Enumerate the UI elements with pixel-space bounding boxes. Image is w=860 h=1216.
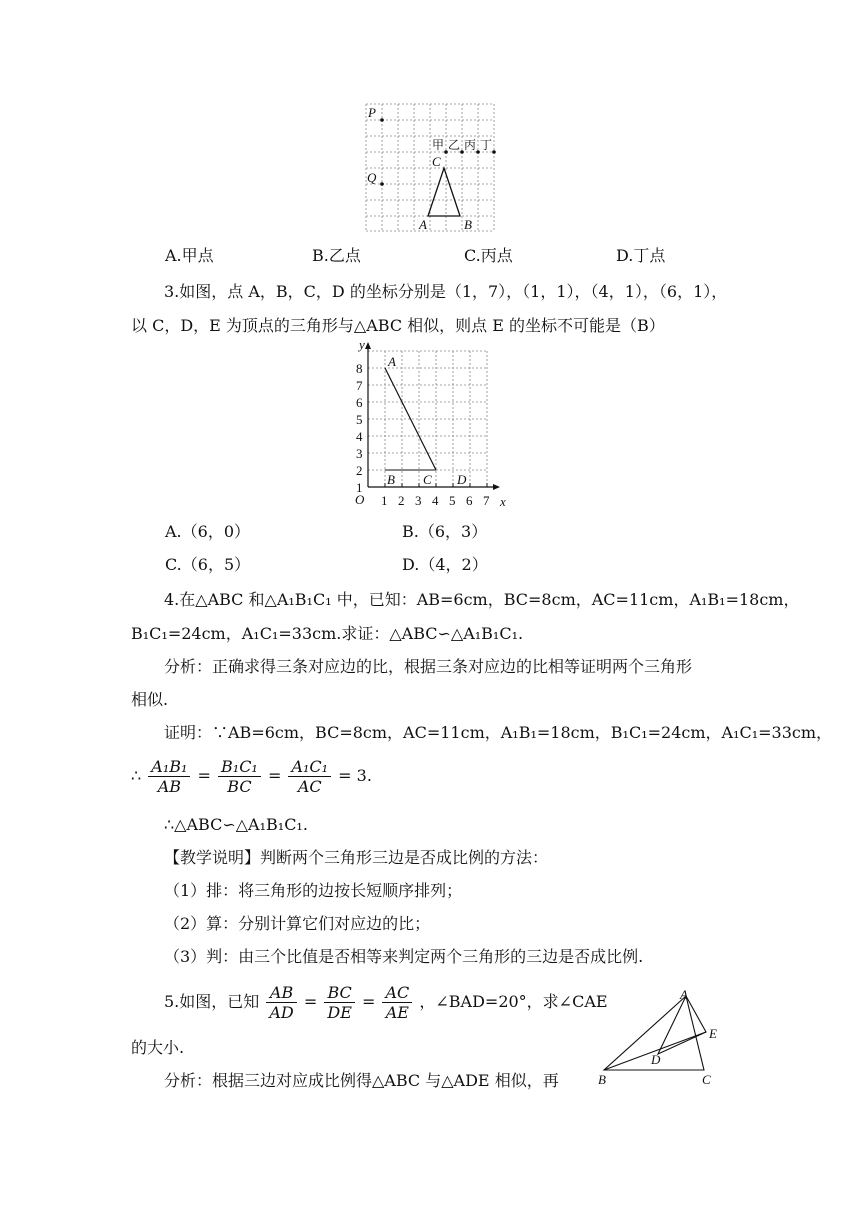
ratio-bc-de: $\frac{BC}{DE}$ bbox=[324, 983, 355, 1022]
q5-analysis: 分析：根据三边对应成比例得△ABC 与△ADE 相似，再 bbox=[164, 1071, 559, 1090]
triangle-abc bbox=[428, 168, 460, 216]
q3-option-b: B.（6，3） bbox=[402, 522, 488, 541]
q3-line1: 3.如图，点 A，B，C，D 的坐标分别是（1，7），（1，1），（4，1），（6，1）， bbox=[164, 282, 728, 301]
teaching-step-1: （1）排：将三角形的边按长短顺序排列； bbox=[164, 881, 463, 900]
ratio-ab-ad: $\frac{AB}{AD}$ bbox=[266, 983, 296, 1022]
y-axis-label: y bbox=[359, 340, 365, 352]
q5-line2: 的大小. bbox=[131, 1038, 185, 1057]
ratio-b1c1-bc: $\frac{\text{B₁C₁}}{BC}$ bbox=[218, 757, 261, 796]
x-tick: 6 bbox=[466, 493, 473, 508]
label-c: C bbox=[432, 154, 441, 169]
point-jia: 甲 bbox=[432, 138, 445, 152]
y-tick: 6 bbox=[356, 395, 363, 410]
x-axis-label: x bbox=[500, 494, 506, 509]
label-b: B bbox=[598, 1072, 606, 1087]
y-tick: 7 bbox=[356, 378, 363, 393]
q4-conclusion: ∴△ABC∽△A₁B₁C₁. bbox=[164, 815, 308, 834]
y-tick: 8 bbox=[356, 361, 363, 376]
label-c: C bbox=[702, 1072, 711, 1087]
point-bing: 丙 bbox=[464, 138, 477, 152]
option-d: D.丁点 bbox=[616, 246, 666, 265]
point-ding: 丁 bbox=[480, 138, 493, 152]
x-tick: 3 bbox=[415, 493, 422, 508]
x-tick: 4 bbox=[432, 493, 439, 508]
y-tick: 4 bbox=[356, 429, 363, 444]
label-q: Q bbox=[367, 170, 377, 185]
label-a: A bbox=[419, 217, 427, 232]
label-b: B bbox=[464, 217, 472, 232]
q3-option-d: D.（4，2） bbox=[402, 555, 488, 574]
origin-label: O bbox=[355, 492, 365, 507]
label-e: E bbox=[709, 1026, 717, 1041]
y-tick: 2 bbox=[356, 463, 363, 478]
y-tick: 5 bbox=[356, 412, 363, 427]
x-tick: 5 bbox=[449, 493, 456, 508]
x-tick: 7 bbox=[483, 493, 490, 508]
label-c: C bbox=[423, 472, 432, 487]
grid-figure-1 bbox=[362, 100, 500, 234]
x-tick: 2 bbox=[398, 493, 405, 508]
teaching-title: 【教学说明】判断两个三角形三边是否成比例的方法： bbox=[164, 848, 549, 867]
option-a: A.甲点 bbox=[165, 246, 214, 265]
y-tick: 3 bbox=[356, 446, 363, 461]
coordinate-figure bbox=[350, 340, 510, 512]
ratio-a1c1-ac: $\frac{\text{A₁C₁}}{AC}$ bbox=[288, 757, 331, 796]
q5-line1: 5.如图，已知 $\frac{AB}{AD}$ = $\frac{BC}{DE}$ = $\frac{AC}{AE}$ ，∠BAD=20°，求∠CAE bbox=[164, 983, 608, 1022]
ratio-a1b1-ab: $\frac{\text{A₁B₁}}{AB}$ bbox=[148, 757, 190, 796]
q3-option-a: A.（6，0） bbox=[165, 522, 251, 541]
q4-analysis2: 相似. bbox=[131, 690, 169, 709]
q3-line2: 以 C，D，E 为顶点的三角形与△ABC 相似，则点 E 的坐标不可能是（B） bbox=[131, 316, 665, 335]
ratio-ac-ae: $\frac{AC}{AE}$ bbox=[382, 983, 412, 1022]
option-c: C.丙点 bbox=[464, 246, 513, 265]
teaching-step-2: （2）算：分别计算它们对应边的比； bbox=[164, 914, 431, 933]
y-tick: 1 bbox=[356, 480, 363, 495]
label-b: B bbox=[387, 472, 395, 487]
teaching-step-3: （3）判：由三个比值是否相等来判定两个三角形的三边是否成比例. bbox=[164, 947, 644, 966]
q4-ratio-equation: ∴ $\frac{\text{A₁B₁}}{AB}$ = $\frac{\text{B₁C₁}}{BC}$ = $\frac{\text{A₁C₁}}{AC}$ = 3. bbox=[131, 757, 372, 796]
q4-analysis1: 分析：正确求得三条对应边的比，根据三条对应边的比相等证明两个三角形 bbox=[164, 657, 693, 676]
x-tick: 1 bbox=[381, 493, 388, 508]
label-a: A bbox=[680, 987, 688, 1002]
label-d: D bbox=[651, 1052, 661, 1067]
label-d: D bbox=[457, 472, 467, 487]
label-a: A bbox=[388, 354, 396, 369]
q3-option-c: C.（6，5） bbox=[165, 555, 251, 574]
label-p: P bbox=[368, 105, 376, 120]
point-yi: 乙 bbox=[448, 138, 461, 152]
triangle-figure-3 bbox=[598, 986, 730, 1090]
q4-proof1: 证明：∵AB=6cm，BC=8cm，AC=11cm，A₁B₁=18cm，B₁C₁=24cm，A₁C₁=33cm， bbox=[164, 723, 833, 742]
q4-line2: B₁C₁=24cm，A₁C₁=33cm.求证：△ABC∽△A₁B₁C₁. bbox=[131, 624, 524, 643]
option-b: B.乙点 bbox=[312, 246, 361, 265]
q4-line1: 4.在△ABC 和△A₁B₁C₁ 中，已知：AB=6cm，BC=8cm，AC=11cm，A₁B₁=18cm， bbox=[164, 590, 800, 609]
